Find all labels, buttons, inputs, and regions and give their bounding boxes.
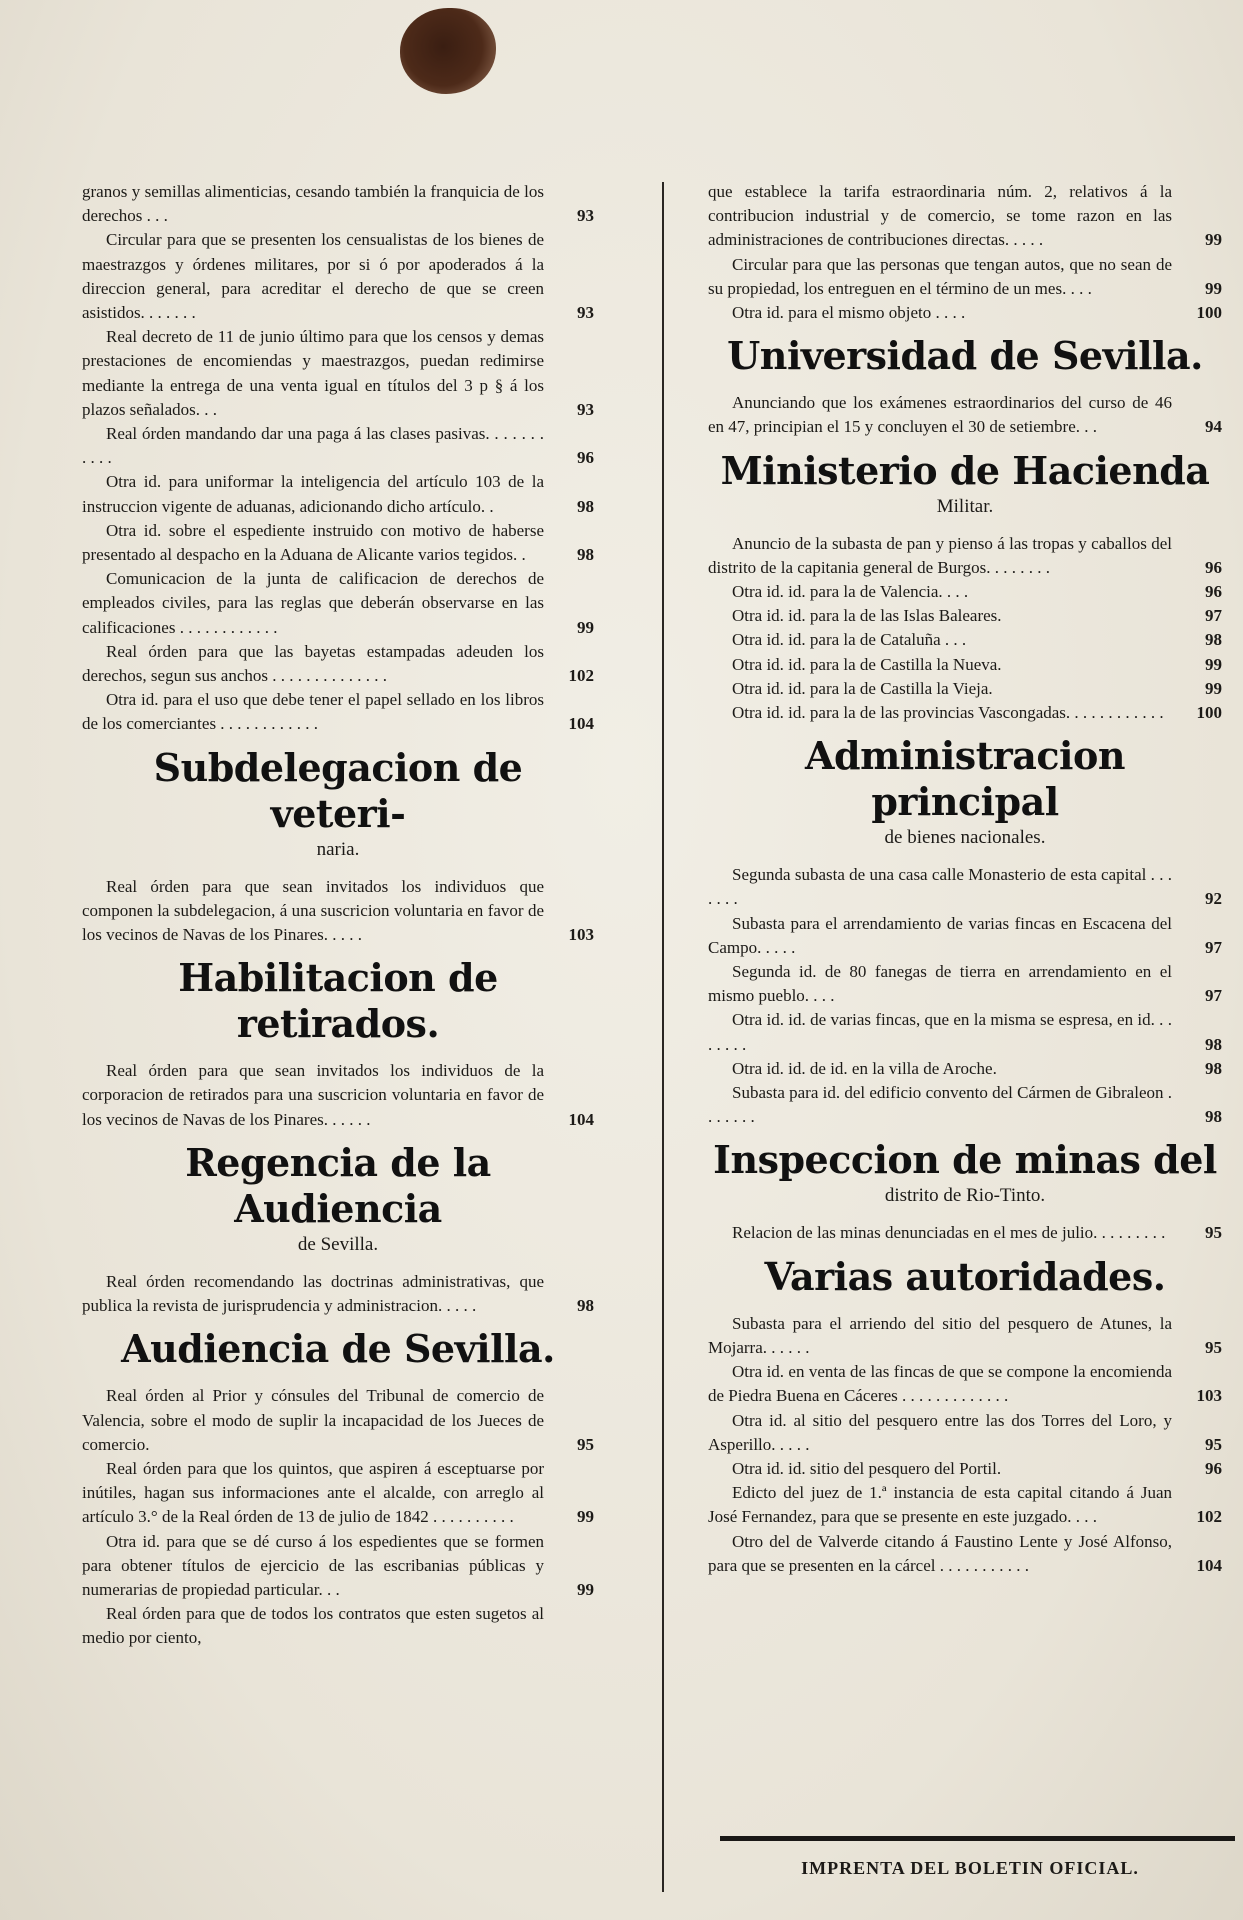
page-number: 103: [1196, 1386, 1222, 1406]
index-entry: Comunicacion de la junta de calificacion de derechos de empleados civiles, para las reglas que deberán observarse en las calificaciones . . . . . . . . . . . . 99: [82, 567, 594, 640]
page-number: 97: [1205, 937, 1222, 957]
index-entry: Circular para que se presenten los censualistas de los bienes de maestrazgos y órdenes militares, por si ó por apoderados á la direccion general, para acreditar el derecho de que se creen asistidos. . . . . . . 93: [82, 228, 594, 325]
page-number: 93: [577, 303, 594, 323]
index-entry: Otra id. para el uso que debe tener el papel sellado en los libros de los comerciantes . . . . . . . . . . . . 104: [82, 688, 594, 736]
index-entry: Otra id. sobre el espediente instruido con motivo de haberse presentado al despacho en la Aduana de Alicante varios tegidos. . 98: [82, 519, 594, 567]
page-number: 93: [577, 206, 594, 226]
index-entry: granos y semillas alimenticias, cesando también la franquicia de los derechos . . . 93: [82, 180, 594, 228]
section-heading: Universidad de Sevilla.: [727, 333, 1203, 379]
page-number: 99: [577, 1579, 594, 1599]
index-entry: Real órden para que las bayetas estampadas adeuden los derechos, segun sus anchos . . . . . . . . . . . . . . 102: [82, 640, 594, 688]
page-number: 98: [1205, 1058, 1222, 1078]
index-entry: Segunda id. de 80 fanegas de tierra en arrendamiento en el mismo pueblo. . . . 97: [708, 960, 1222, 1008]
page-number: 97: [1205, 986, 1222, 1006]
page-number: 96: [1205, 1458, 1222, 1478]
page-number: 98: [1205, 630, 1222, 650]
index-entry: Otra id. para uniformar la inteligencia del artículo 103 de la instruccion vigente de aduanas, adicionando dicho artículo. . 98: [82, 470, 594, 518]
index-entry: Subasta para el arriendo del sitio del pesquero de Atunes, la Mojarra. . . . . . 95: [708, 1312, 1222, 1360]
page-number: 93: [577, 399, 594, 419]
page-number: 96: [1205, 557, 1222, 577]
index-entry: que establece la tarifa estraordinaria núm. 2, relativos á la contribucion industrial y de comercio, se tome razon en las administraciones de contribuciones directas. . . . . 99: [708, 180, 1222, 253]
page-number: 104: [568, 1109, 594, 1129]
page-number: 102: [568, 666, 594, 686]
section-heading: Habilitacion de retirados.: [178, 955, 498, 1047]
section-subheading: de bienes nacionales.: [884, 827, 1046, 849]
left-column: [82, 180, 594, 1651]
index-entry: Relacion de las minas denunciadas en el mes de julio. . . . . . . . . 95: [708, 1221, 1222, 1245]
index-entry: Segunda subasta de una casa calle Monasterio de esta capital . . . . . . . 92: [708, 863, 1222, 911]
index-entry: Otra id. para que se dé curso á los espedientes que se formen para obtener títulos de ejercicio de las escribanias públicas y numerarias de propiedad particular. . . 99: [82, 1530, 594, 1603]
footer-rule: [720, 1836, 1235, 1841]
section-subheading: naria.: [316, 838, 360, 860]
page-number: 96: [1205, 582, 1222, 602]
page-number: 97: [1205, 606, 1222, 626]
index-entry: Otra id. id. sitio del pesquero del Portil. 96: [708, 1457, 1222, 1481]
column-divider: [662, 182, 664, 1892]
right-column: [708, 180, 1222, 1578]
page-number: 96: [577, 448, 594, 468]
page-number: 98: [577, 496, 594, 516]
index-entry: Circular para que las personas que tengan autos, que no sean de su propiedad, los entreguen en el término de un mes. . . . 99: [708, 253, 1222, 301]
index-entry: Real órden recomendando las doctrinas administrativas, que publica la revista de jurisprudencia y administracion. . . . . 98: [82, 1270, 594, 1318]
index-entry: Otro del de Valverde citando á Faustino Lente y José Alfonso, para que se presenten en la cárcel . . . . . . . . . . . 104: [708, 1530, 1222, 1578]
page-number: 95: [1205, 1337, 1222, 1357]
page-number: 100: [1196, 703, 1222, 723]
page-number: 98: [577, 545, 594, 565]
section-heading: Varias autoridades.: [764, 1253, 1166, 1299]
page-number: 99: [1205, 278, 1222, 298]
page-number: 99: [1205, 230, 1222, 250]
page-number: 104: [1196, 1555, 1222, 1575]
index-entry: Otra id. id. para la de Castilla la Vieja. 99: [708, 677, 1222, 701]
section-heading: Audiencia de Sevilla.: [121, 1326, 555, 1372]
index-entry: Anuncio de la subasta de pan y pienso á las tropas y caballos del distrito de la capitania general de Burgos. . . . . . . . 96: [708, 532, 1222, 580]
index-entry: Real órden para que de todos los contratos que esten sugetos al medio por ciento,: [82, 1604, 544, 1648]
page-number: 95: [1205, 1223, 1222, 1243]
section-heading: Subdelegacion de veteri-: [153, 744, 523, 836]
index-entry: Otra id. al sitio del pesquero entre las dos Torres del Loro, y Asperillo. . . . . 95: [708, 1409, 1222, 1457]
section-subheading: de Sevilla.: [297, 1233, 379, 1255]
page-number: 95: [1205, 1434, 1222, 1454]
page-number: 100: [1196, 303, 1222, 323]
section-heading: Regencia de la Audiencia: [185, 1139, 491, 1231]
index-entry: Otra id. id. de varias fincas, que en la misma se espresa, en id. . . . . . . . 98: [708, 1008, 1222, 1056]
page-number: 98: [577, 1296, 594, 1316]
section-subheading: Militar.: [936, 495, 994, 517]
index-entry: Otra id. para el mismo objeto . . . . 100: [708, 301, 1222, 325]
index-entry: Otra id. id. de id. en la villa de Aroche. 98: [708, 1057, 1222, 1081]
index-entry: Otra id. id. para la de las Islas Baleares. 97: [708, 604, 1222, 628]
page-number: 99: [577, 1507, 594, 1527]
page-number: 102: [1196, 1507, 1222, 1527]
page-number: 104: [568, 714, 594, 734]
page-number: 98: [1205, 1034, 1222, 1054]
index-entry: Real decreto de 11 de junio último para que los censos y demas prestaciones de encomiendas y maestrazgos, puedan redimirse mediante la entrega de una venta igual en títulos del 3 p § á los plazos señalados. . . 93: [82, 325, 594, 422]
index-entry: Otra id. id. para la de Cataluña . . . 98: [708, 628, 1222, 652]
index-entry: Subasta para id. del edificio convento del Cármen de Gibraleon . . . . . . . 98: [708, 1081, 1222, 1129]
index-entry: Real órden para que sean invitados los individuos que componen la subdelegacion, á una suscricion voluntaria en favor de los vecinos de Navas de los Pinares. . . . . 103: [82, 875, 594, 948]
index-entry: Real órden para que sean invitados los individuos de la corporacion de retirados para una suscricion voluntaria en favor de los vecinos de Navas de los Pinares. . . . . . 104: [82, 1059, 594, 1132]
index-entry: Otra id. id. para la de Castilla la Nueva. 99: [708, 653, 1222, 677]
page-number: 99: [1205, 654, 1222, 674]
index-entry: Real órden mandando dar una paga á las clases pasivas. . . . . . . . . . . 96: [82, 422, 594, 470]
ink-stain: [400, 8, 496, 94]
section-heading: Inspeccion de minas del: [713, 1137, 1217, 1183]
index-entry: Anunciando que los exámenes estraordinarios del curso de 46 en 47, principian el 15 y concluyen el 30 de setiembre. . . 94: [708, 391, 1222, 439]
index-entry: Otra id. en venta de las fincas de que se compone la encomienda de Piedra Buena en Cáceres . . . . . . . . . . . . . 103: [708, 1360, 1222, 1408]
page-number: 103: [568, 925, 594, 945]
index-entry: Edicto del juez de 1.ª instancia de esta capital citando á Juan José Fernandez, para que se presente en este juzgado. . . . 102: [708, 1481, 1222, 1529]
page-number: 99: [577, 617, 594, 637]
section-heading: Ministerio de Hacienda: [720, 447, 1210, 493]
page-number: 95: [577, 1434, 594, 1454]
index-entry: Real órden al Prior y cónsules del Tribunal de comercio de Valencia, sobre el modo de suplir la incapacidad de los Jueces de comercio. 95: [82, 1384, 594, 1457]
page-number: 98: [1205, 1107, 1222, 1127]
printer-imprint: IMPRENTA DEL BOLETIN OFICIAL.: [801, 1858, 1139, 1878]
index-entry: Otra id. id. para la de Valencia. . . . 96: [708, 580, 1222, 604]
section-heading: Administracion principal: [805, 733, 1125, 825]
page-number: 94: [1205, 417, 1222, 437]
index-entry: Real órden para que los quintos, que aspiren á esceptuarse por inútiles, hagan sus informaciones ante el alcalde, con arreglo al artículo 3.° de la Real órden de 13 de julio de 1842 . . . . . . . . . . 99: [82, 1457, 594, 1530]
index-entry: Otra id. id. para la de las provincias Vascongadas. . . . . . . . . . . . 100: [708, 701, 1222, 725]
page-number: 92: [1205, 889, 1222, 909]
section-subheading: distrito de Rio-Tinto.: [884, 1185, 1046, 1207]
page-number: 99: [1205, 678, 1222, 698]
index-entry: Subasta para el arrendamiento de varias fincas en Escacena del Campo. . . . . 97: [708, 912, 1222, 960]
